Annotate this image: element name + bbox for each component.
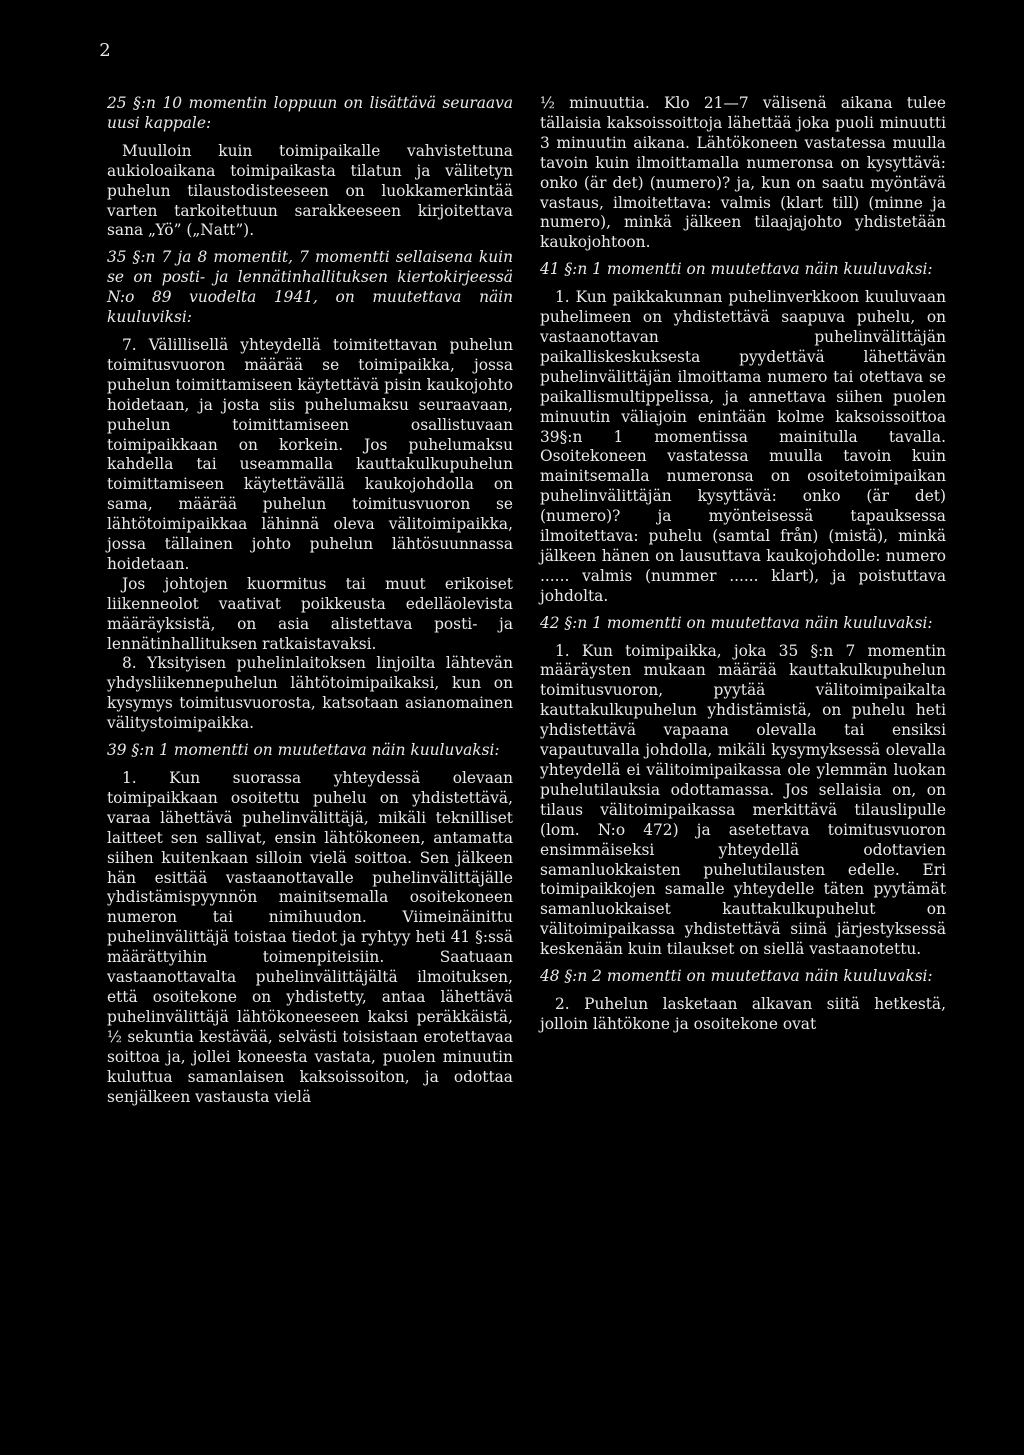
section-heading-48: 48 §:n 2 momentti on muutettava näin kuuluvaksi: [540,967,933,986]
right-column [540,94,946,1035]
section-heading-41: 41 §:n 1 momentti on muutettava näin kuuluvaksi: [540,260,933,279]
left-column [107,94,513,1107]
paragraph-night-marking: Muulloin kuin toimipaikalle vahvistettuna aukioloaikana toimipaikasta tilatun ja välitetyn puhelun tilaustodisteeseen on luokkamerkintää varten tarkoitettuun sarakkeeseen kirjoitettava sana „Yö” („Natt”). [107,141,513,240]
section-heading-42: 42 §:n 1 momentti on muutettava näin kuuluvaksi: [540,613,933,632]
section-heading-35: 35 §:n 7 ja 8 momentit, 7 momentti sellaisena kuin se on posti- ja lennätinhallituksen kiertokirjeessä N:o 89 vuodelta 1941, on muutettava näin kuuluviksi: [107,248,513,327]
paragraph-48-2: 2. Puhelun lasketaan alkavan siitä hetkestä, jolloin lähtökone ja osoitekone ovat [540,994,946,1033]
paragraph-39-1-continued: ½ minuuttia. Klo 21—7 välisenä aikana tulee tällaisia kaksoissoittoja lähettää joka puoli minuutti 3 minuutin aikana. Lähtökoneen vastatessa muulla tavoin kuin ilmoittamalla numeronsa on kysyttävä: onko (är det) (numero)? ja, kun on saatu myöntävä vastaus, ilmoitettava: valmis (klart till) (minne ja numero), minkä jälkeen tilaajajohto yhdistetään kaukojohtoon. [540,94,946,252]
paragraph-35-7-exception: Jos johtojen kuormitus tai muut erikoiset liikenneolot vaativat poikkeusta edelläolevista määräyksistä, on asia alistettava posti- ja lennätinhallituksen ratkaistavaksi. [107,574,513,653]
section-heading-25: 25 §:n 10 momentin loppuun on lisättävä seuraava uusi kappale: [107,94,513,132]
paragraph-35-8: 8. Yksityisen puhelinlaitoksen linjoilta lähtevän yhdysliikennepuhelun lähtötoimipaikaksi, kun on kysymys toimitusvuorosta, katsotaan asianomainen välitystoimipaikka. [107,654,513,733]
paragraph-39-1: 1. Kun suorassa yhteydessä olevaan toimipaikkaan osoitettu puhelu on yhdistettävä, varaa lähettävä puhelinvälittäjä, mikäli teknilliset laitteet sen sallivat, ensin lähtökoneen, antamatta siihen kuitenkaan silloin vielä soittoa. Sen jälkeen hän esittää vastaanottavalle puhelinvälittäjälle yhdistämispyynnön mainitsemalla osoitekoneen numeron tai nimihuudon. Viimeinäinittu puhelinvälittäjä toistaa tiedot ja ryhtyy heti 41 §:ssä määrättyihin toimenpiteisiin. Saatuaan vastaanottavalta puhelinvälittäjältä ilmoituksen, että osoitekone on yhdistetty, antaa lähettävä puhelinvälittäjä lähtökoneeseen kaksi peräkkäistä, ½ sekuntia kestävää, selvästi toisistaan erotettavaa soittoa ja, jollei koneesta vastata, puolen minuutin kuluttua samanlaisen kaksoissoiton, ja odottaa senjälkeen vastausta vielä [107,769,513,1106]
section-heading-39: 39 §:n 1 momentti on muutettava näin kuuluvaksi: [107,741,500,760]
paragraph-42-1: 1. Kun toimipaikka, joka 35 §:n 7 momentin määräysten mukaan määrää kauttakulkupuhelun toimitusvuoron, pyytää välitoimipaikalta kauttakulkupuhelun yhdistämistä, on puhelu heti yhdistettävä vapaana olevalla tai ensiksi vapautuvalla johdolla, mikäli kysymyksessä olevalla yhteydellä ei välitoimipaikassa ole ylemmän luokan puhelutilauksia odottamassa. Jos sellaisia on, on tilaus välitoimipaikassa merkittävä tilauslipulle (lom. N:o 472) ja asetettava toimitusvuoron ensimmäiseksi yhteydellä odottavien samanluokkaisten puhelutilausten edelle. Eri toimipaikkojen samalle yhteydelle täten pyytämät samanluokkaiset kauttakulkupuhelut on välitoimipaikassa yhdistettävä siinä järjestyksessä keskenään kuin tilaukset on siellä vastaanotettu. [540,641,946,959]
page-number: 2 [99,40,111,61]
paragraph-35-7: 7. Välillisellä yhteydellä toimitettavan puhelun toimitusvuoron määrää se toimipaikka, jossa puhelun toimittamiseen käytettävä pisin kaukojohto hoidetaan, ja josta siis puhelumaksu seuraavaan, puhelun toimittamiseen osallistuvaan toimipaikkaan on korkein. Jos puhelumaksu kahdella tai useammalla kauttakulkupuhelun toimittamiseen käytettävällä kaukojohdolla on sama, määrää puhelun toimitusvuoron se lähtötoimipaikkaa lähinnä oleva välitoimipaikka, jossa tällainen johto puhelun lähtösuunnassa hoidetaan. [107,335,513,573]
paragraph-41-1: 1. Kun paikkakunnan puhelinverkkoon kuuluvaan puhelimeen on yhdistettävä saapuva puhelu, on vastaanottavan puhelinvälittäjän paikalliskeskuksesta pyydettävä lähettävän puhelinvälittäjän ilmoittama numero tai otettava se paikallismultippelissa, ja annettava siihen puolen minuutin väliajoin enintään kolme kaksoissoittoa 39§:n 1 momentissa mainitulla tavalla. Osoitekoneen vastatessa muulla tavoin kuin mainitsemalla numeronsa on osoitetoimipaikan puhelinvälittäjän kysyttävä: onko (är det) (numero)? ja myönteisessä tapauksessa ilmoitettava: puhelu (samtal från) (mistä), minkä jälkeen hänen on lausuttava kaukojohdolle: numero ...... valmis (nummer ...... klart), ja poistuttava johdolta. [540,288,946,605]
